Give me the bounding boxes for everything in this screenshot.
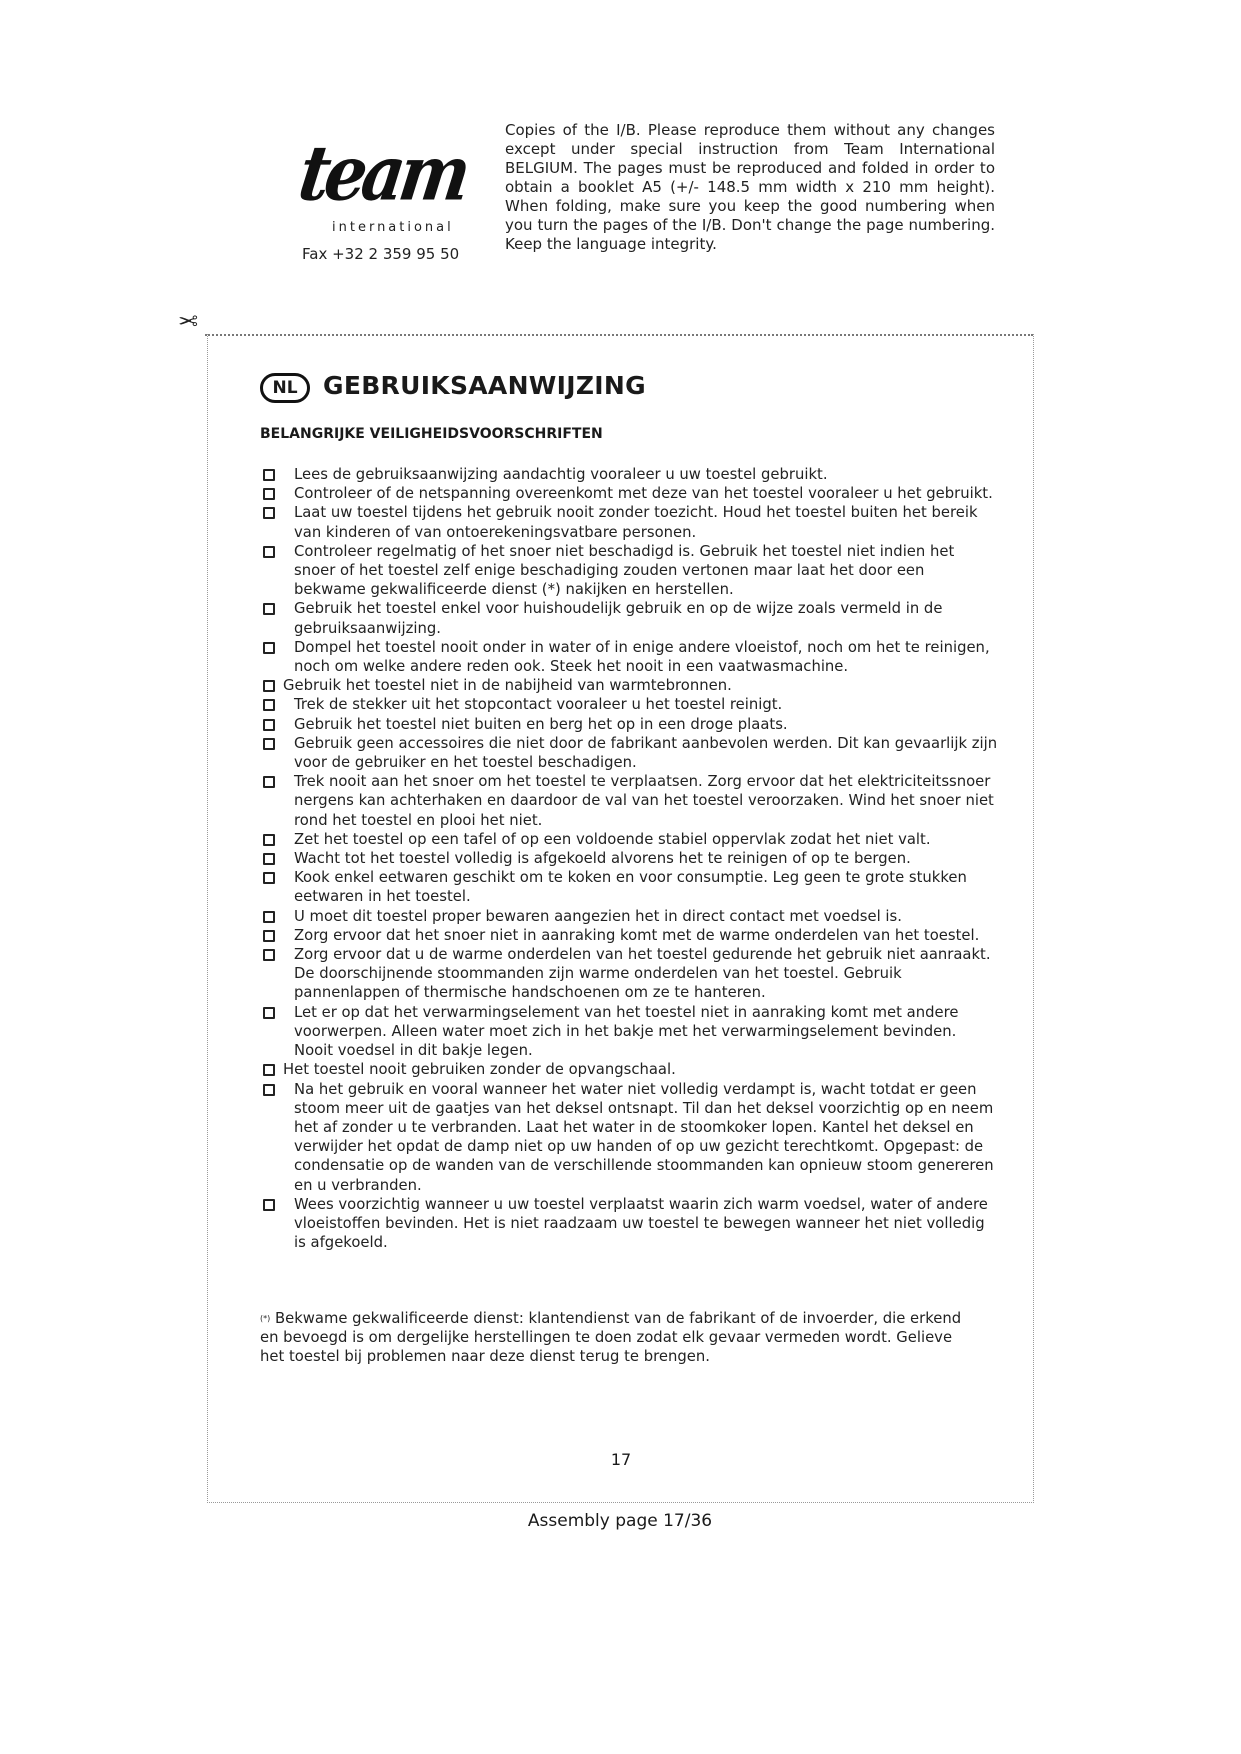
checkbox-bullet-icon xyxy=(263,872,275,884)
safety-rule: Gebruik het toestel niet in de nabijheid van warmtebronnen. xyxy=(260,676,1000,695)
fax-number: Fax +32 2 359 95 50 xyxy=(302,245,460,263)
reproduction-instructions: Copies of the I/B. Please reproduce them without any changes except under special instruction from Team International BELGIUM. The pages must be reproduced and folded in order to obtain a booklet A5 (+/- 148.5 mm width x 210 mm height). When folding, make sure you keep the good numbering when you turn the pages of the I/B. Don't change the page numbering. Keep the language integrity. xyxy=(505,121,995,253)
checkbox-bullet-icon xyxy=(263,834,275,846)
logo-wordmark: team xyxy=(293,128,472,218)
safety-rule: Het toestel nooit gebruiken zonder de opvangschaal. xyxy=(260,1060,1000,1079)
safety-rule: Lees de gebruiksaanwijzing aandachtig vooraleer u uw toestel gebruikt. xyxy=(260,465,1000,484)
checkbox-bullet-icon xyxy=(263,1084,275,1096)
checkbox-bullet-icon xyxy=(263,507,275,519)
checkbox-bullet-icon xyxy=(263,469,275,481)
checkbox-bullet-icon xyxy=(263,1199,275,1211)
footnote-mark: (*) xyxy=(260,1314,271,1323)
checkbox-bullet-icon xyxy=(263,719,275,731)
team-logo xyxy=(293,122,472,240)
checkbox-bullet-icon xyxy=(263,546,275,558)
safety-rule: Controleer regelmatig of het snoer niet beschadigd is. Gebruik het toestel niet indien het snoer of het toestel zelf enige beschadiging zouden vertonen maar laat het door een bekwame gekwalificeerde dienst (*) nakijken en herstellen. xyxy=(260,542,1000,600)
checkbox-bullet-icon xyxy=(263,738,275,750)
checkbox-bullet-icon xyxy=(263,930,275,942)
checkbox-bullet-icon xyxy=(263,949,275,961)
checkbox-bullet-icon xyxy=(263,680,275,692)
safety-rule: Kook enkel eetwaren geschikt om te koken en voor consumptie. Leg geen te grote stukken eetwaren in het toestel. xyxy=(260,868,1000,906)
safety-rule: Trek de stekker uit het stopcontact vooraleer u het toestel reinigt. xyxy=(260,695,1000,714)
page-title: GEBRUIKSAANWIJZING xyxy=(323,371,646,400)
safety-rule: U moet dit toestel proper bewaren aangezien het in direct contact met voedsel is. xyxy=(260,907,1000,926)
safety-rule: Laat uw toestel tijdens het gebruik nooit zonder toezicht. Houd het toestel buiten het bereik van kinderen of van ontoerekeningsvatbare personen. xyxy=(260,503,1000,541)
logo-subtitle: international xyxy=(332,220,454,235)
safety-rule: Gebruik het toestel niet buiten en berg het op in een droge plaats. xyxy=(260,715,1000,734)
safety-rule: Gebruik het toestel enkel voor huishoudelijk gebruik en op de wijze zoals vermeld in de gebruiksaanwijzing. xyxy=(260,599,1000,637)
checkbox-bullet-icon xyxy=(263,699,275,711)
scissors-icon: ✂ xyxy=(178,306,199,334)
checkbox-bullet-icon xyxy=(263,776,275,788)
checkbox-bullet-icon xyxy=(263,488,275,500)
safety-rule: Gebruik geen accessoires die niet door de fabrikant aanbevolen werden. Dit kan gevaarlijk zijn voor de gebruiker en het toestel beschadigen. xyxy=(260,734,1000,772)
section-heading: BELANGRIJKE VEILIGHEIDSVOORSCHRIFTEN xyxy=(260,426,603,442)
safety-rule: Zorg ervoor dat u de warme onderdelen van het toestel gedurende het gebruik niet aanraakt. De doorschijnende stoommanden zijn warme onderdelen van het toestel. Gebruik pannenlappen of thermische handschoenen om ze te hanteren. xyxy=(260,945,1000,1003)
checkbox-bullet-icon xyxy=(263,1064,275,1076)
safety-rule: Trek nooit aan het snoer om het toestel te verplaatsen. Zorg ervoor dat het elektriciteitssnoer nergens kan achterhaken en daardoor de val van het toestel veroorzaken. Wind het snoer niet rond het toestel en plooi het niet. xyxy=(260,772,1000,830)
safety-rule: Dompel het toestel nooit onder in water of in enige andere vloeistof, noch om het te reinigen, noch om welke andere reden ook. Steek het nooit in een vaatwasmachine. xyxy=(260,638,1000,676)
safety-rule: Wacht tot het toestel volledig is afgekoeld alvorens het te reinigen of op te bergen. xyxy=(260,849,1000,868)
checkbox-bullet-icon xyxy=(263,911,275,923)
safety-rule: Controleer of de netspanning overeenkomt met deze van het toestel vooraleer u het gebruikt. xyxy=(260,484,1000,503)
safety-rule: Zorg ervoor dat het snoer niet in aanraking komt met de warme onderdelen van het toestel. xyxy=(260,926,1000,945)
language-badge: NL xyxy=(260,373,310,403)
checkbox-bullet-icon xyxy=(263,642,275,654)
safety-rule: Na het gebruik en vooral wanneer het water niet volledig verdampt is, wacht totdat er geen stoom meer uit de gaatjes van het deksel ontsnapt. Til dan het deksel voorzichtig op en neem het af zonder u te verbranden. Laat het water in de stoomkoker lopen. Kantel het deksel en verwijder het opdat de damp niet op uw handen of op uw gezicht terechtkomt. Opgepast: de condensatie op de wanden van de verschillende stoommanden kan opnieuw stoom genereren en u verbranden. xyxy=(260,1080,1000,1195)
checkbox-bullet-icon xyxy=(263,603,275,615)
footnote xyxy=(260,1309,980,1367)
checkbox-bullet-icon xyxy=(263,853,275,865)
assembly-page-label: Assembly page 17/36 xyxy=(527,1511,713,1531)
safety-rule: Wees voorzichtig wanneer u uw toestel verplaatst waarin zich warm voedsel, water of andere vloeistoffen bevinden. Het is niet raadzaam uw toestel te bewegen wanneer het niet volledig is afgekoeld. xyxy=(260,1195,1000,1253)
safety-rule: Let er op dat het verwarmingselement van het toestel niet in aanraking komt met andere voorwerpen. Alleen water moet zich in het bakje met het verwarmingselement bevinden. Nooit voedsel in dit bakje legen. xyxy=(260,1003,1000,1061)
safety-rules-list xyxy=(260,465,1000,1252)
checkbox-bullet-icon xyxy=(263,1007,275,1019)
safety-rule: Zet het toestel op een tafel of op een voldoende stabiel oppervlak zodat het niet valt. xyxy=(260,830,1000,849)
page-number: 17 xyxy=(610,1450,632,1469)
footnote-text: Bekwame gekwalificeerde dienst: klantendienst van de fabrikant of de invoerder, die erkend en bevoegd is om dergelijke herstellingen te doen zodat elk gevaar vermeden wordt. Gelieve het toestel bij problemen naar deze dienst terug te brengen. xyxy=(260,1310,962,1366)
